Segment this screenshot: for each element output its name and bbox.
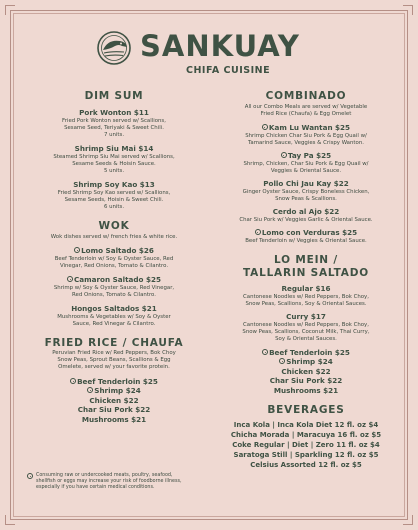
protein-option: Chicken $22 [89, 395, 139, 405]
menu-item-name: Shrimp Soy Kao $13 [73, 180, 155, 189]
menu-item-name: Lomo con Verduras $25 [214, 228, 398, 238]
menu-item-desc: Cantonese Noodles w/ Red Peppers, Bok Choy, [243, 322, 369, 328]
menu-item-desc: Shrimp, Chicken, Char Siu Pork & Egg Quail w/ [243, 161, 369, 167]
beverage-item: Chicha Morada | Maracuya 16 fl. oz $5 [230, 431, 382, 440]
protein-option: Beef Tenderloin $25 [214, 348, 398, 357]
beverage-item: Celsius Assorted 12 fl. oz $5 [250, 461, 362, 470]
footnote-line: shellfish or eggs may increase your risk of foodborne illness, [36, 479, 182, 484]
menu-item-desc: Veggies & Oriental Sauce. [270, 168, 342, 174]
bird-in-circle-icon [96, 30, 132, 66]
section-note: Snow Peas, Sprout Beans, Scallions & Egg [57, 357, 171, 363]
menu-item-desc: Char Siu Pork w/ Veggies Garlic & Oriental Sauce. [239, 217, 373, 223]
section-note: Peruvian Fried Rice w/ Red Peppers, Bok Choy [52, 350, 176, 356]
chef-mark-icon [262, 349, 268, 355]
protein-option: Shrimp $24 [214, 357, 398, 366]
menu-item-desc: Sesame Seed, Teriyaki & Sweet Chili. [64, 125, 164, 131]
section-note: Fried Rice (Chaufa) & Egg Omelet [260, 111, 352, 117]
chef-mark-icon [279, 358, 285, 364]
chef-mark-icon [74, 247, 80, 253]
menu-header [0, 27, 418, 79]
chef-mark-icon [27, 473, 33, 479]
menu-item-desc: Sesame Seeds, Hoisin & Sweet Chili. [64, 197, 164, 203]
menu-item-desc: Sauce, Red Vinegar & Cilantro. [72, 321, 156, 327]
menu-item-name: Tay Pa $25 [214, 151, 398, 161]
menu-item-name: Regular $16 [281, 284, 331, 293]
menu-item-desc: Mushrooms & Vegetables w/ Soy & Oyster [57, 314, 171, 320]
footnote-line: Consuming raw or undercooked meats, poultry, seafood, [36, 473, 173, 478]
menu-item-desc: Soy & Oriental Sauces. [275, 336, 337, 342]
menu-item-name: Kam Lu Wantan $25 [214, 123, 398, 133]
menu-item-name: Camaron Saltado $25 [22, 275, 206, 285]
corner-ornament [403, 5, 413, 15]
section-title-lomein: TALLARIN SALTADO [243, 267, 369, 279]
chef-mark-icon [70, 378, 76, 384]
section-note: All our Combo Meals are served w/ Vegetable [244, 104, 368, 110]
chef-mark-icon [67, 276, 73, 282]
section-title-wok: WOK [98, 220, 130, 232]
menu-item-name: Hongos Saltados $21 [71, 304, 157, 313]
menu-item-desc: Shrimp Chicken Char Siu Pork & Egg Quail w/ [245, 133, 367, 139]
protein-option: Char Siu Pork $22 [77, 405, 151, 415]
menu-item-desc: Snow Peas & Scallions. [275, 196, 337, 202]
menu-item-name: Curry $17 [286, 312, 326, 321]
left-column [22, 90, 206, 424]
menu-item-desc: 6 units. [103, 204, 125, 210]
menu-item-name: Lomo Saltado $26 [22, 246, 206, 256]
menu-item-desc: Steamed Shrimp Siu Mai served w/ Scallions, [53, 154, 175, 160]
menu-item-desc: 5 units. [103, 168, 125, 174]
menu-item-desc: Beef Tenderloin w/ Soy & Oyster Sauce, Red [54, 256, 174, 262]
protein-option: Beef Tenderloin $25 [22, 377, 206, 386]
right-column [214, 90, 398, 470]
protein-option: Shrimp $24 [22, 386, 206, 395]
section-title-lomein: LO MEIN / [274, 254, 338, 266]
menu-item-desc: 7 units. [103, 132, 125, 138]
corner-ornament [5, 515, 15, 525]
menu-item-desc: Ginger Oyster Sauce, Crispy Boneless Chicken, [242, 189, 370, 195]
corner-ornament [403, 515, 413, 525]
menu-item-desc: Red Onions, Tomato & Cilantro. [72, 292, 156, 298]
protein-option: Char Siu Pork $22 [269, 376, 343, 386]
brand-tagline: CHIFA CUISINE [186, 65, 271, 76]
section-note: Omelete, served w/ your favorite protein. [58, 364, 170, 370]
menu-item-desc: Tamarind Sauce, Veggies & Crispy Wanton. [248, 140, 364, 146]
corner-ornament [5, 5, 15, 15]
menu-item-name: Pollo Chi Jau Kay $22 [263, 179, 349, 188]
menu-item-desc: Vinegar, Red Onions, Tomato & Cilantro. [59, 263, 169, 269]
chef-mark-icon [262, 124, 268, 130]
brand-name: SANKUAY [140, 29, 300, 63]
footnote-line: especially if you have certain medical conditions. [36, 485, 155, 490]
menu-item-desc: Cantonese Noodles w/ Red Peppers, Bok Choy, [243, 294, 369, 300]
menu-item-name: Pork Wonton $11 [79, 108, 149, 117]
section-title-fried-rice: FRIED RICE / CHAUFA [44, 337, 184, 349]
menu-item-name: Cerdo al Ajo $22 [272, 207, 340, 216]
protein-option: Chicken $22 [281, 366, 331, 376]
beverage-item: Saratoga Still | Sparkling 12 fl. oz $5 [233, 451, 379, 460]
chef-mark-icon [87, 387, 93, 393]
chef-mark-icon [255, 229, 261, 235]
menu-item-desc: Snow Peas, Scallions, Soy & Oriental Sauces. [245, 301, 367, 307]
section-title-dim-sum: DIM SUM [84, 90, 144, 102]
section-title-beverages: BEVERAGES [267, 404, 345, 417]
menu-item-desc: Shrimp w/ Soy & Oyster Sauce, Red Vinegar, [53, 285, 175, 291]
chef-mark-icon [281, 152, 287, 158]
menu-item-desc: Beef Tenderloin w/ Veggies & Oriental Sauce. [245, 238, 367, 244]
menu-item-name: Shrimp Siu Mai $14 [74, 144, 154, 153]
menu-item-desc: Snow Peas, Scallions, Coconut Milk, Thai Curry, [242, 329, 370, 335]
menu-item-desc: Sesame Seeds & Hoisin Sauce. [72, 161, 156, 167]
beverage-item: Coke Regular | Diet | Zero 11 fl. oz $4 [232, 441, 380, 450]
protein-option: Mushrooms $21 [273, 385, 339, 395]
section-title-combinado: COMBINADO [265, 90, 347, 102]
footnote [36, 473, 196, 491]
menu-item-desc: Fried Pork Wonton served w/ Scallions, [62, 118, 166, 124]
section-note: Wok dishes served w/ french fries & white rice. [50, 234, 178, 240]
beverage-item: Inca Kola | Inca Kola Diet 12 fl. oz $4 [233, 421, 379, 430]
menu-item-desc: Fried Shrimp Soy Kao served w/ Scallions, [57, 190, 171, 196]
protein-option: Mushrooms $21 [81, 414, 147, 424]
